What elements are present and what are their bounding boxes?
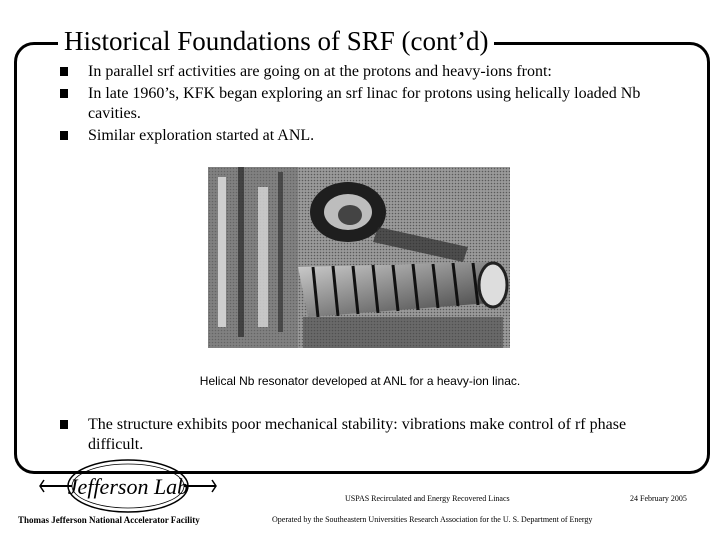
- footer-lab-name: Thomas Jefferson National Accelerator Facility: [18, 515, 200, 525]
- logo-text: Jefferson Lab: [67, 474, 189, 499]
- image-caption: Helical Nb resonator developed at ANL for a heavy-ion linac.: [199, 374, 521, 388]
- bullet-square-icon: [60, 89, 68, 98]
- bullet-item: [60, 415, 670, 455]
- bullet-text: In late 1960’s, KFK began exploring an srf linac for protons using helically loaded Nb cavities.: [88, 85, 641, 122]
- bullet-square-icon: [60, 420, 68, 429]
- bullet-square-icon: [60, 67, 68, 76]
- slide-title: Historical Foundations of SRF (cont’d): [58, 24, 494, 58]
- bullet-item: [60, 126, 660, 146]
- bullet-square-icon: [60, 131, 68, 140]
- bullet-text: The structure exhibits poor mechanical stability: vibrations make control of rf phase difficult.: [88, 416, 627, 453]
- bottom-bullet-list: [60, 415, 670, 455]
- bullet-list: [60, 62, 660, 146]
- bullet-item: [60, 84, 660, 124]
- footer-operator: Operated by the Southeastern Universities Research Association for the U. S. Department of Energy: [272, 515, 593, 524]
- bullet-item: [60, 62, 660, 82]
- jefferson-lab-logo: [38, 456, 218, 516]
- resonator-photo-graphic: [208, 167, 510, 348]
- bullet-text: Similar exploration started at ANL.: [88, 127, 315, 144]
- footer-date: 24 February 2005: [630, 494, 687, 503]
- bullet-text: In parallel srf activities are going on at the protons and heavy-ions front:: [88, 63, 552, 80]
- footer-course: USPAS Recirculated and Energy Recovered Linacs: [345, 494, 510, 503]
- resonator-photo: [208, 167, 510, 348]
